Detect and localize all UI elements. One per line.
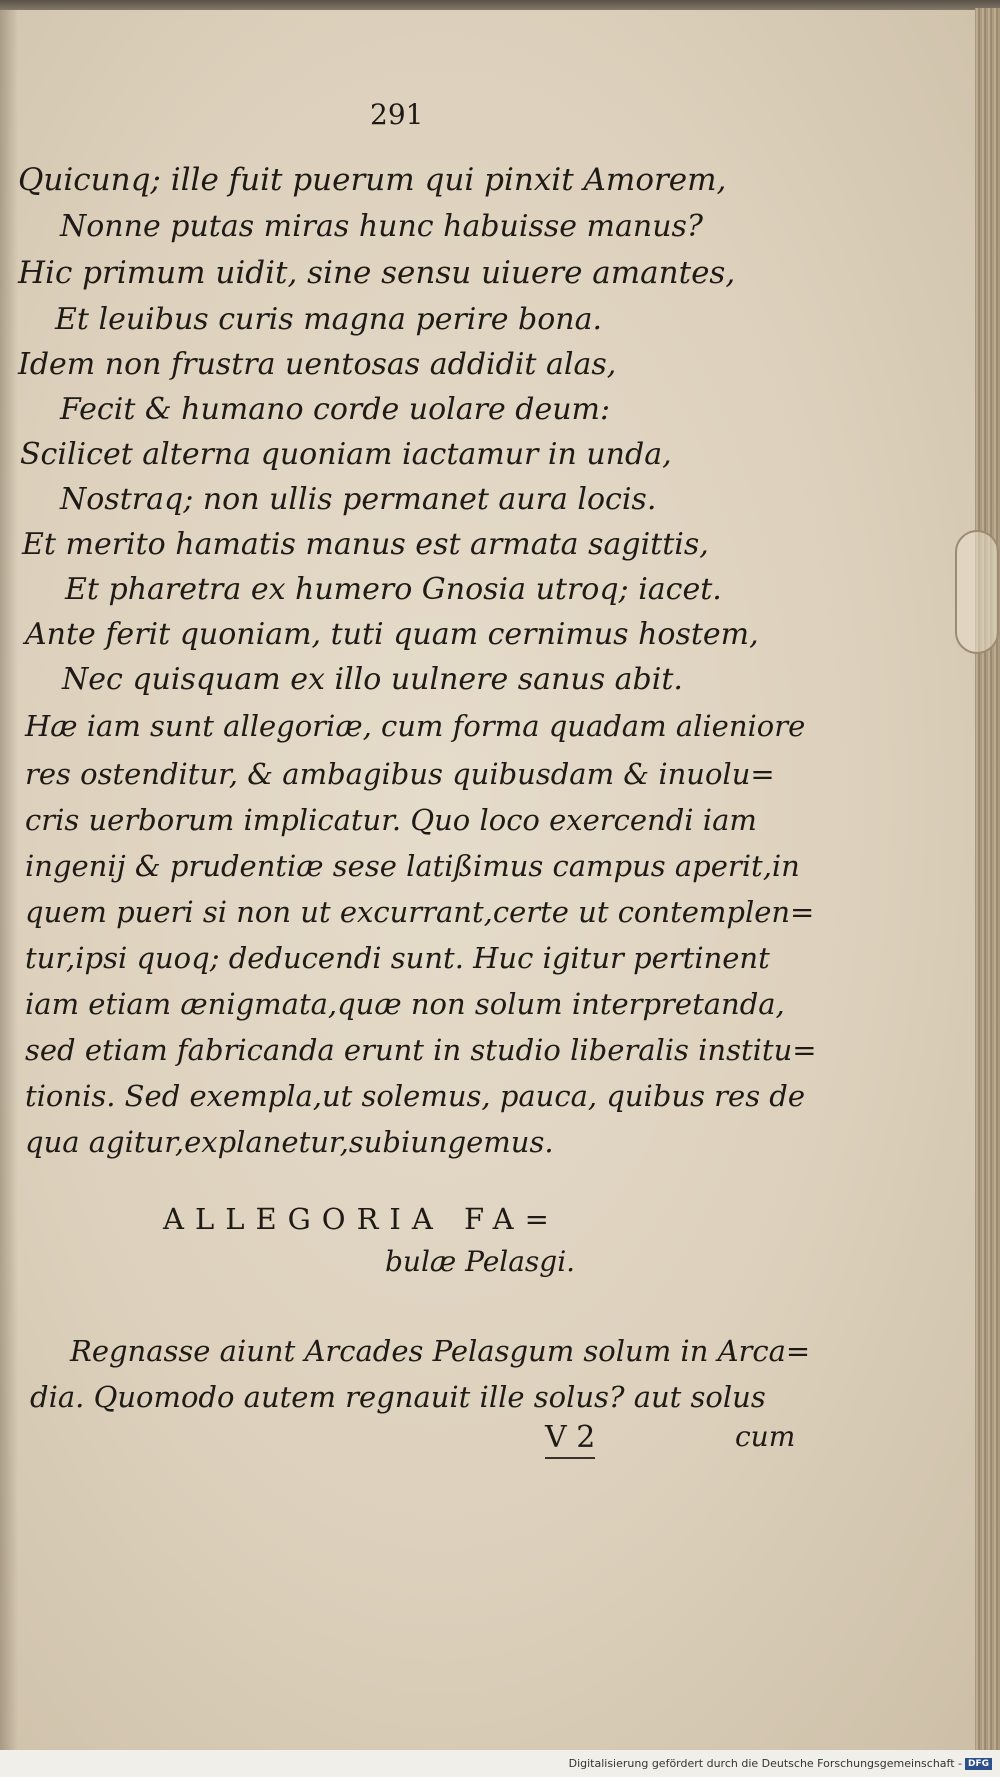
prose-line: quem pueri si non ut excurrant,certe ut contemplen=: [25, 895, 815, 929]
verse-line: Et pharetra ex humero Gnosia utroq; iacet.: [65, 572, 722, 607]
prose-line: qua agitur,explanetur,subiungemus.: [25, 1125, 554, 1159]
catchword: cum: [735, 1420, 796, 1453]
prose-line: Hæ iam sunt allegoriæ, cum forma quadam alieniore: [25, 709, 806, 743]
verse-line: Ante ferit quoniam, tuti quam cernimus hostem,: [25, 617, 759, 652]
prose-line: tur,ipsi quoq; deducendi sunt. Huc igitur pertinent: [25, 941, 770, 975]
section-heading: ALLEGORIA FA=: [163, 1202, 560, 1236]
dfg-logo: DFG: [965, 1758, 992, 1770]
prose-line: res ostenditur, & ambagibus quibusdam & inuolu=: [25, 757, 775, 791]
body-line: Regnasse aiunt Arcades Pelasgum solum in Arca=: [70, 1334, 811, 1368]
verse-line: Idem non frustra uentosas addidit alas,: [18, 347, 617, 382]
prose-line: cris uerborum implicatur. Quo loco exercendi iam: [25, 803, 757, 837]
prose-line: tionis. Sed exempla,ut solemus, pauca, quibus res de: [25, 1079, 806, 1113]
section-heading-continued: bulæ Pelasgi.: [385, 1245, 576, 1278]
prose-line: iam etiam ænigmata,quæ non solum interpretanda,: [25, 987, 785, 1021]
verse-line: Hic primum uidit, sine sensu uiuere amantes,: [18, 255, 736, 291]
verse-line: Nec quisquam ex illo uulnere sanus abit.: [62, 662, 683, 697]
page-fore-edge: [975, 8, 1000, 1753]
credit-text: Digitalisierung gefördert durch die Deutsche Forschungsgemeinschaft -: [568, 1757, 962, 1770]
page-tab: [955, 530, 999, 654]
verse-line: Et merito hamatis manus est armata sagittis,: [22, 527, 709, 562]
verse-line: Scilicet alterna quoniam iactamur in unda,: [20, 437, 672, 472]
gutter-shadow: [0, 10, 18, 1750]
verse-line: Nonne putas miras hunc habuisse manus?: [60, 209, 704, 244]
body-line: dia. Quomodo autem regnauit ille solus? aut solus: [30, 1380, 766, 1414]
prose-line: sed etiam fabricanda erunt in studio liberalis institu=: [25, 1033, 817, 1067]
signature-mark: V 2: [545, 1420, 595, 1459]
verse-line: Fecit & humano corde uolare deum:: [60, 392, 611, 427]
page-number: 291: [370, 98, 424, 131]
verse-line: Et leuibus curis magna perire bona.: [55, 302, 603, 337]
verse-line: Nostraq; non ullis permanet aura locis.: [60, 482, 657, 517]
digitization-credit: [569, 1757, 992, 1770]
prose-line: ingenij & prudentiæ sese latißimus campus aperit,in: [25, 849, 800, 883]
verse-line: Quicunq; ille fuit puerum qui pinxit Amorem,: [18, 162, 727, 198]
